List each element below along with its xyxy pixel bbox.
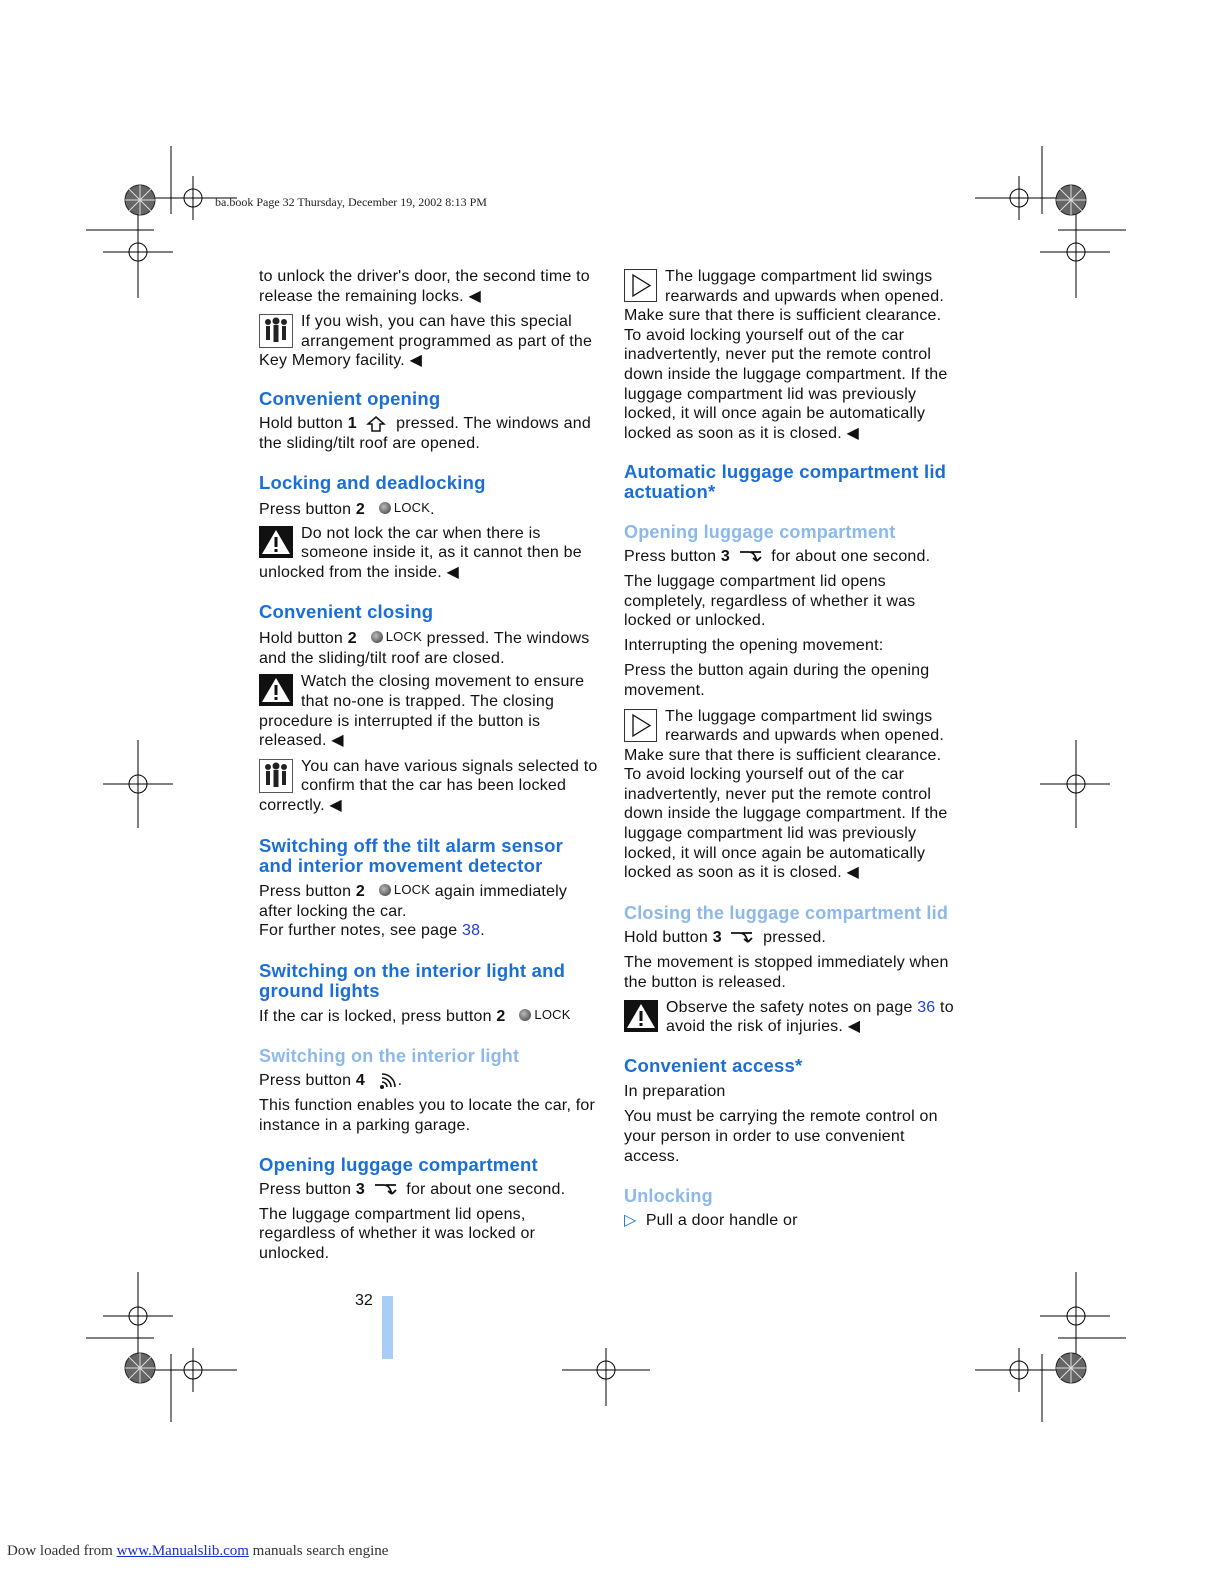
- interrupt-text: Interrupting the opening movement:: [624, 636, 884, 654]
- end-mark-icon: ◀: [326, 732, 344, 750]
- opening-luggage-right-desc: The luggage compartment lid opens completely, regardless of whether it was locked or unlocked.: [624, 572, 916, 630]
- locking-heading: Locking and deadlocking: [259, 472, 486, 494]
- unlocking-list-item: ▷ Pull a door handle or: [624, 1212, 798, 1230]
- interior-light-text: Press button 4 .: [259, 1072, 403, 1090]
- convenient-closing-text: Hold button 2 LOCK pressed. The windows and the sliding/tilt roof are closed.: [259, 629, 590, 667]
- end-mark-icon: ◀: [404, 352, 423, 370]
- convenient-closing-heading: Convenient closing: [259, 601, 434, 623]
- opening-luggage-right-heading: Opening luggage compartment: [624, 522, 896, 543]
- tilt-alarm-further: For further notes, see page 38.: [259, 922, 485, 940]
- interior-ground-text: If the car is locked, press button 2 LOCK: [259, 1007, 571, 1025]
- convenient-opening-text: Hold button 1 pressed. The windows and the sliding/tilt roof are opened.: [259, 414, 591, 452]
- opening-luggage-heading: Opening luggage compartment: [259, 1154, 538, 1176]
- safety-warning: Observe the safety notes on page 36 to avoid the risk of injuries. ◀: [624, 998, 964, 1037]
- closing-luggage-heading: Closing the luggage compartment lid: [624, 902, 949, 923]
- end-mark-icon: ◀: [841, 424, 860, 442]
- unlock-arrow-icon: [361, 415, 391, 433]
- key-memory-people-icon: [259, 314, 293, 348]
- download-footer: Dow loaded from www.Manualslib.com manuals search engine: [7, 1543, 389, 1559]
- end-mark-icon: ◀: [324, 796, 342, 814]
- warning-triangle-icon: [259, 526, 293, 558]
- interior-ground-heading: Switching on the interior light and ground lights: [259, 960, 566, 1002]
- lock-button-icon: LOCK: [519, 1005, 570, 1025]
- trunk-release-icon: [735, 548, 767, 566]
- note-play-icon: [624, 269, 657, 302]
- end-mark-icon: ◀: [463, 287, 481, 305]
- clearance-note-2: The luggage compartment lid swings rearwards and upwards when opened. Make sure that there is sufficient clearance. To avoid locking yourself out of the car inadvertently, never put the remote control down inside the luggage compartment. If the luggage compartment lid was previously locked, it will once again be automatically locked as soon as it is closed. ◀: [624, 707, 948, 882]
- press-again-text: Press the button again during the opening movement.: [624, 662, 930, 699]
- page-link[interactable]: 38: [462, 922, 481, 940]
- convenient-opening-heading: Convenient opening: [259, 387, 441, 409]
- end-mark-icon: ◀: [843, 1018, 861, 1036]
- lock-button-icon: LOCK: [379, 880, 430, 900]
- warning-triangle-icon: [259, 674, 293, 706]
- key-memory-people-icon: [259, 759, 293, 793]
- interior-light-heading: Switching on the interior light: [259, 1046, 520, 1067]
- closing-warning: Watch the closing movement to ensure that no-one is trapped. The closing procedure is interrupted if the button is released. ◀: [259, 673, 585, 750]
- trunk-release-icon: [370, 1181, 402, 1199]
- warning-triangle-icon: [624, 1000, 658, 1032]
- trunk-release-icon: [726, 929, 758, 947]
- tilt-alarm-heading: Switching off the tilt alarm sensor and interior movement detector: [259, 835, 564, 877]
- opening-luggage-right-text: Press button 3 for about one second.: [624, 548, 931, 566]
- end-mark-icon: ◀: [841, 864, 860, 882]
- opening-luggage-desc: The luggage compartment lid opens, regardless of whether it was locked or unlocked.: [259, 1205, 536, 1262]
- intro-text: to unlock the driver's door, the second time to release the remaining locks. ◀: [259, 268, 590, 305]
- convenient-access-heading: Convenient access*: [624, 1054, 803, 1076]
- preparation-text: In preparation: [624, 1082, 726, 1100]
- unlocking-heading: Unlocking: [624, 1186, 713, 1207]
- page-number: 32: [355, 1292, 373, 1309]
- key-memory-note: If you wish, you can have this special arrangement programmed as part of the Key Memory facility. ◀: [259, 313, 593, 370]
- note-play-icon: [624, 709, 657, 742]
- interior-light-desc: This function enables you to locate the car, for instance in a parking garage.: [259, 1097, 596, 1134]
- right-column: [624, 267, 964, 1231]
- manualslib-link[interactable]: www.Manualslib.com: [116, 1543, 249, 1559]
- auto-luggage-heading: Automatic luggage compartment lid actuation*: [624, 461, 947, 503]
- page-link[interactable]: 36: [917, 998, 936, 1016]
- bullet-triangle-icon: ▷: [624, 1212, 637, 1230]
- closing-luggage-desc: The movement is stopped immediately when the button is released.: [624, 954, 949, 992]
- access-desc: You must be carrying the remote control on your person in order to use convenient access.: [624, 1108, 938, 1165]
- opening-luggage-text: Press button 3 for about one second.: [259, 1181, 566, 1199]
- locking-warning: Do not lock the car when there is someone inside it, as it cannot then be unlocked from the inside. ◀: [259, 524, 582, 581]
- page-edge-bar: [382, 1296, 393, 1359]
- clearance-note-1: The luggage compartment lid swings rearwards and upwards when opened. Make sure that there is sufficient clearance. To avoid locking yourself out of the car inadvertently, never put the remote control down inside the luggage compartment. If the luggage compartment lid was previously locked, it will once again be automatically locked as soon as it is closed. ◀: [624, 268, 948, 442]
- print-header: ba.book Page 32 Thursday, December 19, 2002 8:13 PM: [215, 195, 487, 209]
- signals-note: You can have various signals selected to confirm that the car has been locked correctly. ◀: [259, 757, 598, 814]
- closing-luggage-text: Hold button 3 pressed.: [624, 928, 827, 946]
- locking-text: Press button 2 LOCK .: [259, 500, 435, 518]
- end-mark-icon: ◀: [441, 563, 460, 581]
- left-column: [259, 267, 599, 1264]
- lock-button-icon: LOCK: [379, 498, 430, 518]
- lock-button-icon: LOCK: [371, 627, 422, 647]
- signal-waves-icon: [370, 1072, 398, 1090]
- tilt-alarm-text: Press button 2 LOCK again immediately after locking the car.: [259, 882, 568, 920]
